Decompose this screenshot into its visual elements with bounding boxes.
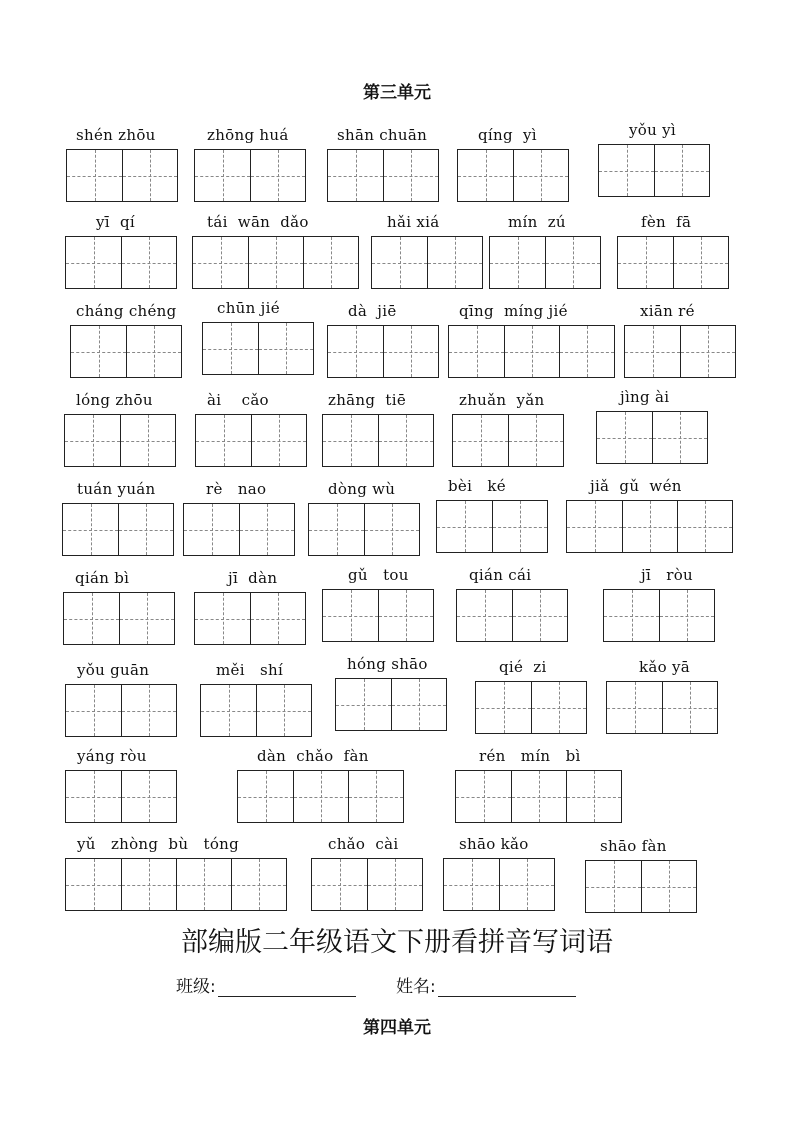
word-group xyxy=(65,213,177,289)
word-group xyxy=(452,391,564,467)
writing-boxes[interactable] xyxy=(489,236,601,289)
word-group xyxy=(475,658,587,734)
writing-boxes[interactable] xyxy=(371,236,483,289)
word-group xyxy=(183,480,295,556)
pinyin-label: jī ròu xyxy=(641,566,694,584)
word-group xyxy=(371,213,483,289)
pinyin-label: qián cái xyxy=(469,566,532,584)
pinyin-label: zhāng tiē xyxy=(328,391,407,409)
word-group xyxy=(448,302,615,378)
word-group xyxy=(606,658,718,734)
word-group xyxy=(66,126,178,202)
word-group xyxy=(436,477,548,553)
writing-boxes[interactable] xyxy=(183,503,295,556)
name-input-line[interactable] xyxy=(438,978,576,997)
class-label: 班级: xyxy=(176,977,216,997)
word-group xyxy=(62,480,174,556)
pinyin-label: hóng shāo xyxy=(347,655,428,673)
writing-boxes[interactable] xyxy=(65,858,287,911)
word-group xyxy=(202,299,314,375)
word-group xyxy=(65,747,177,823)
writing-boxes[interactable] xyxy=(475,681,587,734)
pinyin-label: jìng ài xyxy=(620,388,670,406)
pinyin-label: hǎi xiá xyxy=(387,213,440,231)
word-group xyxy=(617,213,729,289)
pinyin-label: dàn chǎo fàn xyxy=(257,747,369,765)
word-group xyxy=(598,121,710,197)
writing-boxes[interactable] xyxy=(194,149,306,202)
writing-boxes[interactable] xyxy=(65,684,177,737)
word-group xyxy=(443,835,555,911)
word-group xyxy=(311,835,423,911)
word-group xyxy=(585,837,697,913)
name-label: 姓名: xyxy=(396,977,436,997)
word-group xyxy=(455,747,622,823)
class-input-line[interactable] xyxy=(218,978,356,997)
word-group xyxy=(308,480,420,556)
word-group xyxy=(195,391,307,467)
pinyin-label: chǎo cài xyxy=(328,835,399,853)
writing-boxes[interactable] xyxy=(456,589,568,642)
pinyin-label: rè nao xyxy=(206,480,267,498)
word-group xyxy=(566,477,733,553)
pinyin-label: yǒu yì xyxy=(629,121,677,139)
word-group xyxy=(489,213,601,289)
word-group xyxy=(457,126,569,202)
writing-boxes[interactable] xyxy=(566,500,733,553)
writing-boxes[interactable] xyxy=(624,325,736,378)
worksheet-title: 部编版二年级语文下册看拼音写词语 xyxy=(181,927,613,958)
pinyin-label: shāo fàn xyxy=(600,837,667,855)
writing-boxes[interactable] xyxy=(436,500,548,553)
word-group xyxy=(456,566,568,642)
writing-boxes[interactable] xyxy=(311,858,423,911)
writing-boxes[interactable] xyxy=(455,770,622,823)
pinyin-label: kǎo yā xyxy=(639,658,691,676)
pinyin-label: yǒu guān xyxy=(77,661,150,679)
unit-4-heading: 第四单元 xyxy=(363,1018,431,1038)
writing-boxes[interactable] xyxy=(195,414,307,467)
unit-3-heading: 第三单元 xyxy=(363,83,431,103)
writing-boxes[interactable] xyxy=(617,236,729,289)
pinyin-label: zhōng huá xyxy=(207,126,289,144)
word-group xyxy=(327,302,439,378)
word-group xyxy=(624,302,736,378)
word-group xyxy=(65,835,287,911)
writing-boxes[interactable] xyxy=(598,144,710,197)
pinyin-label: dòng wù xyxy=(328,480,396,498)
pinyin-label: shān chuān xyxy=(337,126,428,144)
word-group xyxy=(194,126,306,202)
word-group xyxy=(200,661,312,737)
writing-boxes[interactable] xyxy=(65,770,177,823)
writing-boxes[interactable] xyxy=(327,149,439,202)
word-group xyxy=(322,566,434,642)
writing-boxes[interactable] xyxy=(308,503,420,556)
writing-boxes[interactable] xyxy=(603,589,715,642)
pinyin-label: fèn fā xyxy=(641,213,692,231)
writing-boxes[interactable] xyxy=(192,236,359,289)
pinyin-label: qián bì xyxy=(75,569,130,587)
pinyin-label: měi shí xyxy=(216,661,284,679)
writing-boxes[interactable] xyxy=(327,325,439,378)
writing-boxes[interactable] xyxy=(237,770,404,823)
pinyin-label: ài cǎo xyxy=(207,391,269,409)
pinyin-label: chūn jié xyxy=(217,299,280,317)
pinyin-label: tái wān dǎo xyxy=(207,213,309,231)
writing-boxes[interactable] xyxy=(70,325,182,378)
word-group xyxy=(335,655,447,731)
pinyin-label: yǔ zhòng bù tóng xyxy=(77,835,240,853)
pinyin-label: rén mín bì xyxy=(479,747,581,765)
pinyin-label: jiǎ gǔ wén xyxy=(590,477,682,495)
word-group xyxy=(596,388,708,464)
word-group xyxy=(327,126,439,202)
class-field xyxy=(176,972,356,997)
pinyin-label: bèi ké xyxy=(448,477,506,495)
writing-boxes[interactable] xyxy=(585,860,697,913)
pinyin-label: yī qí xyxy=(96,213,136,231)
writing-boxes[interactable] xyxy=(443,858,555,911)
word-group xyxy=(70,302,182,378)
pinyin-label: shāo kǎo xyxy=(459,835,529,853)
writing-boxes[interactable] xyxy=(194,592,306,645)
word-group xyxy=(63,569,175,645)
writing-boxes[interactable] xyxy=(452,414,564,467)
writing-boxes[interactable] xyxy=(63,592,175,645)
writing-boxes[interactable] xyxy=(335,678,447,731)
word-group xyxy=(192,213,359,289)
pinyin-label: qīng míng jié xyxy=(459,302,568,320)
writing-boxes[interactable] xyxy=(596,411,708,464)
writing-boxes[interactable] xyxy=(64,414,176,467)
pinyin-label: xiān ré xyxy=(640,302,695,320)
pinyin-label: zhuǎn yǎn xyxy=(459,391,545,409)
pinyin-label: dà jiē xyxy=(348,302,397,320)
name-field xyxy=(396,972,576,997)
writing-boxes[interactable] xyxy=(66,149,178,202)
word-group xyxy=(322,391,434,467)
pinyin-label: qíng yì xyxy=(478,126,537,144)
word-group xyxy=(603,566,715,642)
writing-boxes[interactable] xyxy=(457,149,569,202)
pinyin-label: gǔ tou xyxy=(348,566,409,584)
pinyin-label: yáng ròu xyxy=(77,747,147,765)
pinyin-label: qié zi xyxy=(499,658,547,676)
writing-boxes[interactable] xyxy=(65,236,177,289)
pinyin-label: lóng zhōu xyxy=(76,391,153,409)
word-group xyxy=(64,391,176,467)
pinyin-label: jī dàn xyxy=(228,569,278,587)
pinyin-label: tuán yuán xyxy=(77,480,156,498)
writing-boxes[interactable] xyxy=(62,503,174,556)
writing-boxes[interactable] xyxy=(448,325,615,378)
writing-boxes[interactable] xyxy=(606,681,718,734)
writing-boxes[interactable] xyxy=(322,589,434,642)
word-group xyxy=(237,747,404,823)
writing-boxes[interactable] xyxy=(322,414,434,467)
pinyin-label: shén zhōu xyxy=(76,126,156,144)
writing-boxes[interactable] xyxy=(202,322,314,375)
pinyin-label: cháng chéng xyxy=(76,302,177,320)
pinyin-label: mín zú xyxy=(508,213,566,231)
word-group xyxy=(65,661,177,737)
writing-boxes[interactable] xyxy=(200,684,312,737)
word-group xyxy=(194,569,306,645)
